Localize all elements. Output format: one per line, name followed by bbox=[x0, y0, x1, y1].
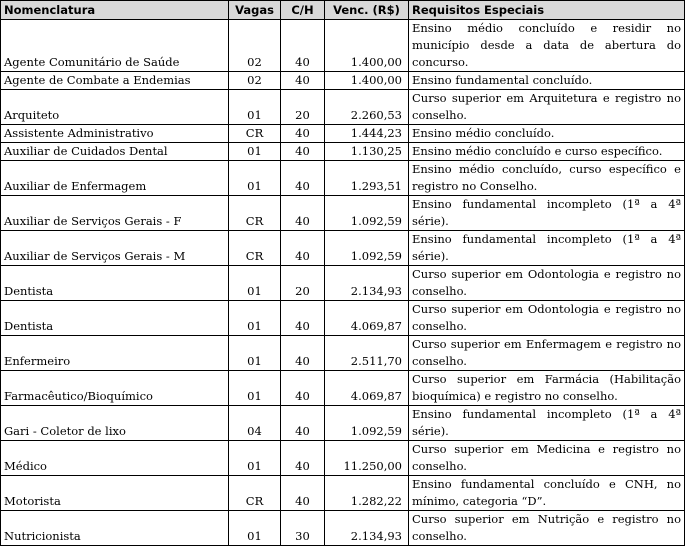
table-row bbox=[1, 511, 685, 546]
cell-venc: 1.092,59 bbox=[325, 196, 409, 231]
table-row bbox=[1, 231, 685, 266]
table-row bbox=[1, 336, 685, 371]
table-row bbox=[1, 406, 685, 441]
cell-ch: 20 bbox=[281, 90, 325, 125]
cell-requisitos: Ensino médio concluído e curso específico. bbox=[409, 143, 685, 161]
cell-requisitos: Curso superior em Nutrição e registro no conselho. bbox=[409, 511, 685, 546]
cell-vagas: 01 bbox=[229, 336, 281, 371]
cell-ch: 40 bbox=[281, 336, 325, 371]
cell-venc: 4.069,87 bbox=[325, 301, 409, 336]
cell-requisitos: Curso superior em Farmácia (Habilitação bioquímica) e registro no conselho. bbox=[409, 371, 685, 406]
cell-vagas: CR bbox=[229, 476, 281, 511]
cell-nomenclatura: Arquiteto bbox=[1, 90, 229, 125]
cell-vagas: 01 bbox=[229, 441, 281, 476]
cell-nomenclatura: Agente de Combate a Endemias bbox=[1, 72, 229, 90]
cell-venc: 2.134,93 bbox=[325, 266, 409, 301]
cell-requisitos: Ensino fundamental concluído e CNH, no mínimo, categoria “D”. bbox=[409, 476, 685, 511]
header-ch: C/H bbox=[281, 1, 325, 20]
cell-nomenclatura: Nutricionista bbox=[1, 511, 229, 546]
header-nomenclatura: Nomenclatura bbox=[1, 1, 229, 20]
cell-venc: 1.400,00 bbox=[325, 20, 409, 72]
cell-requisitos: Ensino fundamental concluído. bbox=[409, 72, 685, 90]
cell-requisitos: Ensino fundamental incompleto (1ª a 4ª série). bbox=[409, 231, 685, 266]
cell-requisitos: Ensino fundamental incompleto (1ª a 4ª série). bbox=[409, 196, 685, 231]
table-row bbox=[1, 441, 685, 476]
cell-ch: 40 bbox=[281, 125, 325, 143]
cell-venc: 1.282,22 bbox=[325, 476, 409, 511]
cell-requisitos: Curso superior em Medicina e registro no conselho. bbox=[409, 441, 685, 476]
cell-ch: 40 bbox=[281, 143, 325, 161]
cell-ch: 40 bbox=[281, 231, 325, 266]
table-row bbox=[1, 301, 685, 336]
cell-ch: 20 bbox=[281, 266, 325, 301]
table-row bbox=[1, 125, 685, 143]
cell-vagas: CR bbox=[229, 125, 281, 143]
cell-requisitos: Ensino médio concluído e residir no município desde a data de abertura do concurso. bbox=[409, 20, 685, 72]
header-requisitos: Requisitos Especiais bbox=[409, 1, 685, 20]
header-vagas: Vagas bbox=[229, 1, 281, 20]
cell-venc: 1.130,25 bbox=[325, 143, 409, 161]
cell-vagas: 02 bbox=[229, 72, 281, 90]
cell-requisitos: Curso superior em Enfermagem e registro no conselho. bbox=[409, 336, 685, 371]
cell-ch: 40 bbox=[281, 406, 325, 441]
table-row bbox=[1, 20, 685, 72]
cell-venc: 2.260,53 bbox=[325, 90, 409, 125]
cell-requisitos: Ensino médio concluído, curso específico e registro no Conselho. bbox=[409, 161, 685, 196]
table-row bbox=[1, 476, 685, 511]
cell-nomenclatura: Auxiliar de Enfermagem bbox=[1, 161, 229, 196]
cell-nomenclatura: Auxiliar de Cuidados Dental bbox=[1, 143, 229, 161]
cell-ch: 30 bbox=[281, 511, 325, 546]
cell-requisitos: Ensino fundamental incompleto (1ª a 4ª série). bbox=[409, 406, 685, 441]
header-venc: Venc. (R$) bbox=[325, 1, 409, 20]
cell-ch: 40 bbox=[281, 20, 325, 72]
cell-venc: 1.293,51 bbox=[325, 161, 409, 196]
cell-nomenclatura: Agente Comunitário de Saúde bbox=[1, 20, 229, 72]
cell-venc: 1.444,23 bbox=[325, 125, 409, 143]
cell-ch: 40 bbox=[281, 441, 325, 476]
cell-ch: 40 bbox=[281, 301, 325, 336]
table-row bbox=[1, 371, 685, 406]
table-header-row bbox=[1, 1, 685, 20]
cell-nomenclatura: Gari - Coletor de lixo bbox=[1, 406, 229, 441]
cell-vagas: 02 bbox=[229, 20, 281, 72]
cell-nomenclatura: Dentista bbox=[1, 301, 229, 336]
cell-ch: 40 bbox=[281, 476, 325, 511]
cell-venc: 2.134,93 bbox=[325, 511, 409, 546]
cell-vagas: 01 bbox=[229, 266, 281, 301]
table-row bbox=[1, 266, 685, 301]
cell-nomenclatura: Médico bbox=[1, 441, 229, 476]
cell-ch: 40 bbox=[281, 371, 325, 406]
cell-vagas: 01 bbox=[229, 511, 281, 546]
cell-vagas: 04 bbox=[229, 406, 281, 441]
cell-vagas: 01 bbox=[229, 161, 281, 196]
cell-requisitos: Curso superior em Odontologia e registro no conselho. bbox=[409, 301, 685, 336]
table-row bbox=[1, 143, 685, 161]
cell-requisitos: Curso superior em Arquitetura e registro no conselho. bbox=[409, 90, 685, 125]
cell-nomenclatura: Motorista bbox=[1, 476, 229, 511]
cell-nomenclatura: Auxiliar de Serviços Gerais - M bbox=[1, 231, 229, 266]
cell-nomenclatura: Farmacêutico/Bioquímico bbox=[1, 371, 229, 406]
cell-nomenclatura: Enfermeiro bbox=[1, 336, 229, 371]
cell-vagas: 01 bbox=[229, 301, 281, 336]
cell-nomenclatura: Auxiliar de Serviços Gerais - F bbox=[1, 196, 229, 231]
table-row bbox=[1, 196, 685, 231]
table-row bbox=[1, 72, 685, 90]
cell-requisitos: Ensino médio concluído. bbox=[409, 125, 685, 143]
cell-vagas: CR bbox=[229, 231, 281, 266]
table-row bbox=[1, 161, 685, 196]
cell-venc: 1.092,59 bbox=[325, 231, 409, 266]
cell-ch: 40 bbox=[281, 72, 325, 90]
table-row bbox=[1, 90, 685, 125]
cell-vagas: CR bbox=[229, 196, 281, 231]
cell-venc: 1.400,00 bbox=[325, 72, 409, 90]
cell-nomenclatura: Assistente Administrativo bbox=[1, 125, 229, 143]
cell-vagas: 01 bbox=[229, 90, 281, 125]
cell-venc: 1.092,59 bbox=[325, 406, 409, 441]
cell-ch: 40 bbox=[281, 161, 325, 196]
cell-vagas: 01 bbox=[229, 371, 281, 406]
cell-requisitos: Curso superior em Odontologia e registro no conselho. bbox=[409, 266, 685, 301]
cell-venc: 11.250,00 bbox=[325, 441, 409, 476]
cell-vagas: 01 bbox=[229, 143, 281, 161]
cell-ch: 40 bbox=[281, 196, 325, 231]
cell-nomenclatura: Dentista bbox=[1, 266, 229, 301]
cell-venc: 2.511,70 bbox=[325, 336, 409, 371]
cell-venc: 4.069,87 bbox=[325, 371, 409, 406]
